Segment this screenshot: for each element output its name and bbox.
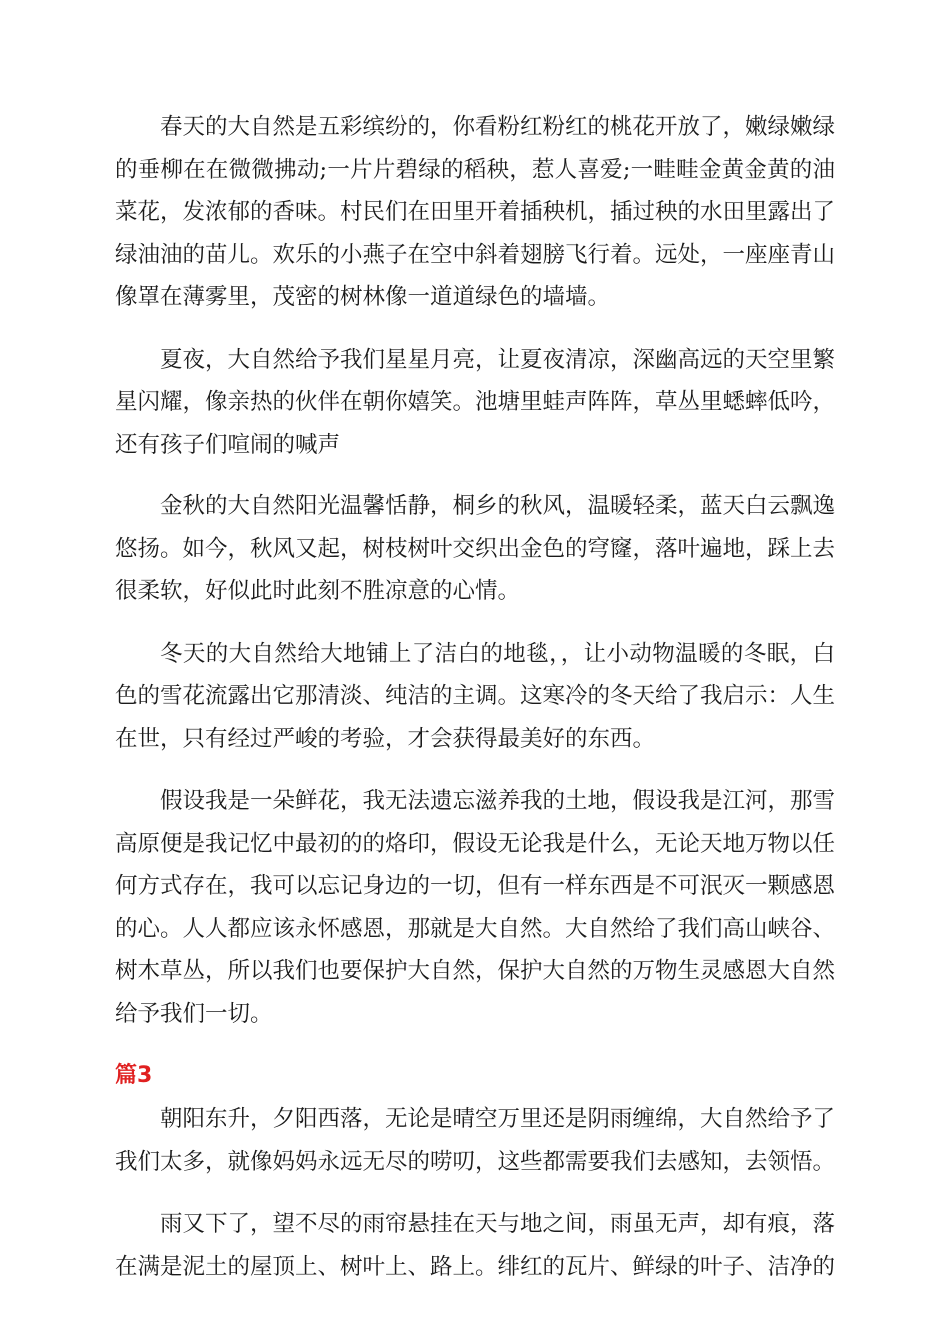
paragraph-spring: 春天的大自然是五彩缤纷的，你看粉红粉红的桃花开放了，嫩绿嫩绿的垂柳在在微微拂动;一片片碧绿的稻秧，惹人喜爱;一畦畦金黄金黄的油菜花，发浓郁的香味。村民们在田里开着插秧机，插过秧的水田里露出了绿油油的苗儿。欢乐的小燕子在空中斜着翅膀飞行着。远处，一座座青山像罩在薄雾里，茂密的树林像一道道绿色的墙墙。 [115, 114, 836, 310]
paragraph-gratitude: 假设我是一朵鲜花，我无法遗忘滋养我的土地，假设我是江河，那雪高原便是我记忆中最初的的烙印，假设无论我是什么，无论天地万物以任何方式存在，我可以忘记身边的一切，但有一样东西是不可泯灭一颗感恩的心。人人都应该永怀感恩，那就是大自然。大自然给了我们高山峡谷、树木草丛，所以我们也要保护大自然，保护大自然的万物生灵感恩大自然给予我们一切。 [115, 788, 836, 1027]
paragraph-rain: 雨又下了，望不尽的雨帘悬挂在天与地之间，雨虽无声，却有痕，落在满是泥土的屋顶上、树叶上、路上。绯红的瓦片、鲜绿的叶子、洁净的 [115, 1211, 836, 1280]
paragraph-summer-night: 夏夜，大自然给予我们星星月亮，让夏夜清凉，深幽高远的天空里繁星闪耀，像亲热的伙伴在朝你嬉笑。池塘里蛙声阵阵，草丛里蟋蟀低吟，还有孩子们喧闹的喊声 [115, 346, 836, 458]
paragraph-autumn: 金秋的大自然阳光温馨恬静，桐乡的秋风，温暖轻柔，蓝天白云飘逸悠扬。如今，秋风又起，树枝树叶交织出金色的穹窿，落叶遍地，踩上去很柔软，好似此时此刻不胜凉意的心情。 [115, 493, 836, 604]
section-heading: 篇3 [115, 1063, 153, 1088]
paragraph-sunrise: 朝阳东升，夕阳西落，无论是晴空万里还是阴雨缠绵，大自然给予了我们太多，就像妈妈永远无尽的唠叨，这些都需要我们去感知，去领悟。 [115, 1106, 836, 1175]
paragraph-winter: 冬天的大自然给大地铺上了洁白的地毯，，让小动物温暖的冬眠，白色的雪花流露出它那清淡、纯洁的主调。这寒冷的冬天给了我启示：人生在世，只有经过严峻的考验，才会获得最美好的东西。 [115, 640, 836, 752]
document-body [115, 106, 835, 1288]
